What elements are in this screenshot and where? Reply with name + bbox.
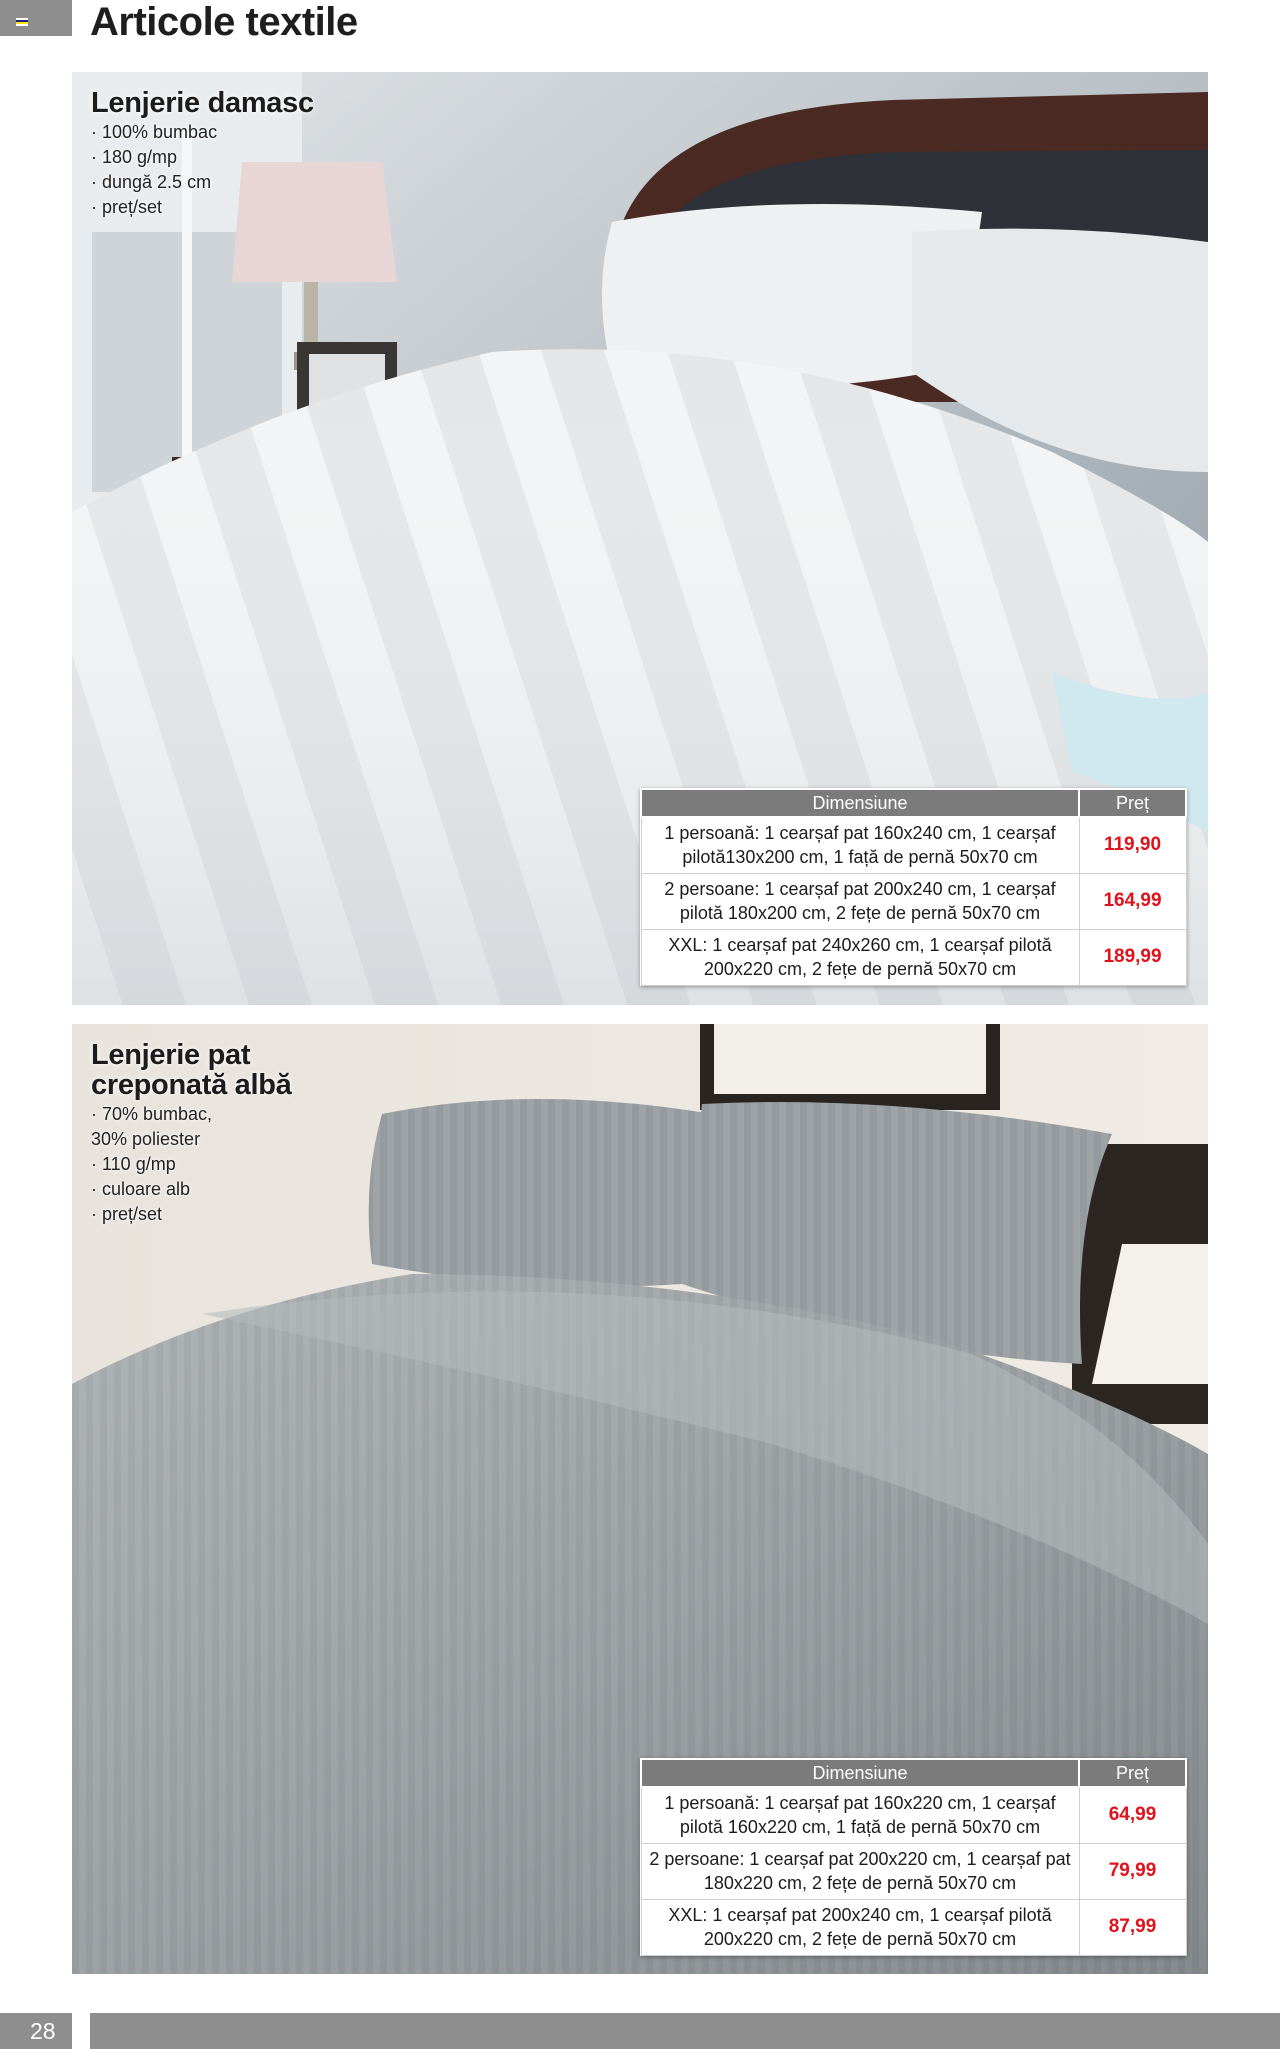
size-line: 200x220 cm, 2 fețe de pernă 50x70 cm	[703, 959, 1017, 979]
column-header-price: Preț	[1079, 789, 1186, 817]
feature-item: · 70% bumbac,	[91, 1104, 213, 1124]
size-line: 2 persoane: 1 cearșaf pat 200x220 cm, 1 cearșaf pat	[649, 1849, 1071, 1869]
feature-item: · 180 g/mp	[91, 147, 178, 167]
feature-item: · dungă 2.5 cm	[91, 172, 212, 192]
table-header-row	[641, 789, 1186, 817]
price-value: 64,99	[1079, 1787, 1186, 1843]
size-line: 180x220 cm, 2 fețe de pernă 50x70 cm	[703, 1873, 1017, 1893]
feature-item: 30% poliester	[91, 1129, 201, 1149]
size-line: 1 persoană: 1 cearșaf pat 160x220 cm, 1 cearșaf	[664, 1793, 1056, 1814]
product-name-line: creponată albă	[91, 1069, 292, 1101]
size-line: pilotă130x200 cm, 1 față de pernă 50x70 cm	[682, 847, 1038, 868]
table-header-row	[641, 1759, 1186, 1787]
table-row	[641, 929, 1186, 985]
table-row	[641, 873, 1186, 929]
feature-list	[91, 120, 314, 220]
size-description	[641, 929, 1079, 985]
header-tab	[0, 0, 72, 36]
table-row	[641, 1843, 1186, 1899]
size-description	[641, 1787, 1079, 1843]
column-header-price: Preț	[1079, 1759, 1186, 1787]
feature-item: · 110 g/mp	[91, 1154, 176, 1174]
feature-item: · preț/set	[91, 197, 163, 217]
price-table-damasc	[640, 788, 1187, 986]
table-row	[641, 1787, 1186, 1843]
price-table-creponata	[640, 1758, 1187, 1956]
product-name	[91, 1040, 292, 1100]
price-value: 87,99	[1079, 1899, 1186, 1955]
size-description	[641, 873, 1079, 929]
table-row	[641, 817, 1186, 873]
product-name: Lenjerie damasc	[91, 87, 314, 119]
feature-item: · culoare alb	[91, 1179, 191, 1199]
size-description	[641, 1843, 1079, 1899]
size-line: pilotă 180x200 cm, 2 fețe de pernă 50x70 cm	[679, 903, 1041, 923]
size-description	[641, 1899, 1079, 1955]
feature-item: · preț/set	[91, 1204, 163, 1224]
page-title: Articole textile	[90, 0, 358, 44]
feature-item: · 100% bumbac	[91, 122, 218, 142]
size-line: pilotă 160x220 cm, 1 față de pernă 50x70 cm	[679, 1817, 1041, 1838]
size-line: 1 persoană: 1 cearșaf pat 160x240 cm, 1 cearșaf	[664, 823, 1056, 844]
column-header-dimension: Dimensiune	[641, 789, 1079, 817]
column-header-dimension: Dimensiune	[641, 1759, 1079, 1787]
size-line: XXL: 1 cearșaf pat 240x260 cm, 1 cearșaf pilotă	[668, 935, 1052, 955]
footer-bar	[90, 2013, 1280, 2049]
page-number: 28	[0, 2013, 72, 2049]
feature-list	[91, 1102, 292, 1227]
product-name-line: Lenjerie pat	[91, 1039, 251, 1071]
product-info-creponata	[91, 1040, 292, 1227]
price-value: 79,99	[1079, 1843, 1186, 1899]
price-value: 189,99	[1079, 929, 1186, 985]
price-value: 164,99	[1079, 873, 1186, 929]
size-line: 200x220 cm, 2 fețe de pernă 50x70 cm	[703, 1929, 1017, 1949]
price-value: 119,90	[1079, 817, 1186, 873]
size-line: XXL: 1 cearșaf pat 200x240 cm, 1 cearșaf pilotă	[668, 1905, 1052, 1925]
size-line: 2 persoane: 1 cearșaf pat 200x240 cm, 1 cearșaf	[664, 879, 1056, 899]
romania-flag-icon	[16, 18, 28, 26]
size-description	[641, 817, 1079, 873]
product-info-damasc	[91, 88, 314, 220]
table-row	[641, 1899, 1186, 1955]
